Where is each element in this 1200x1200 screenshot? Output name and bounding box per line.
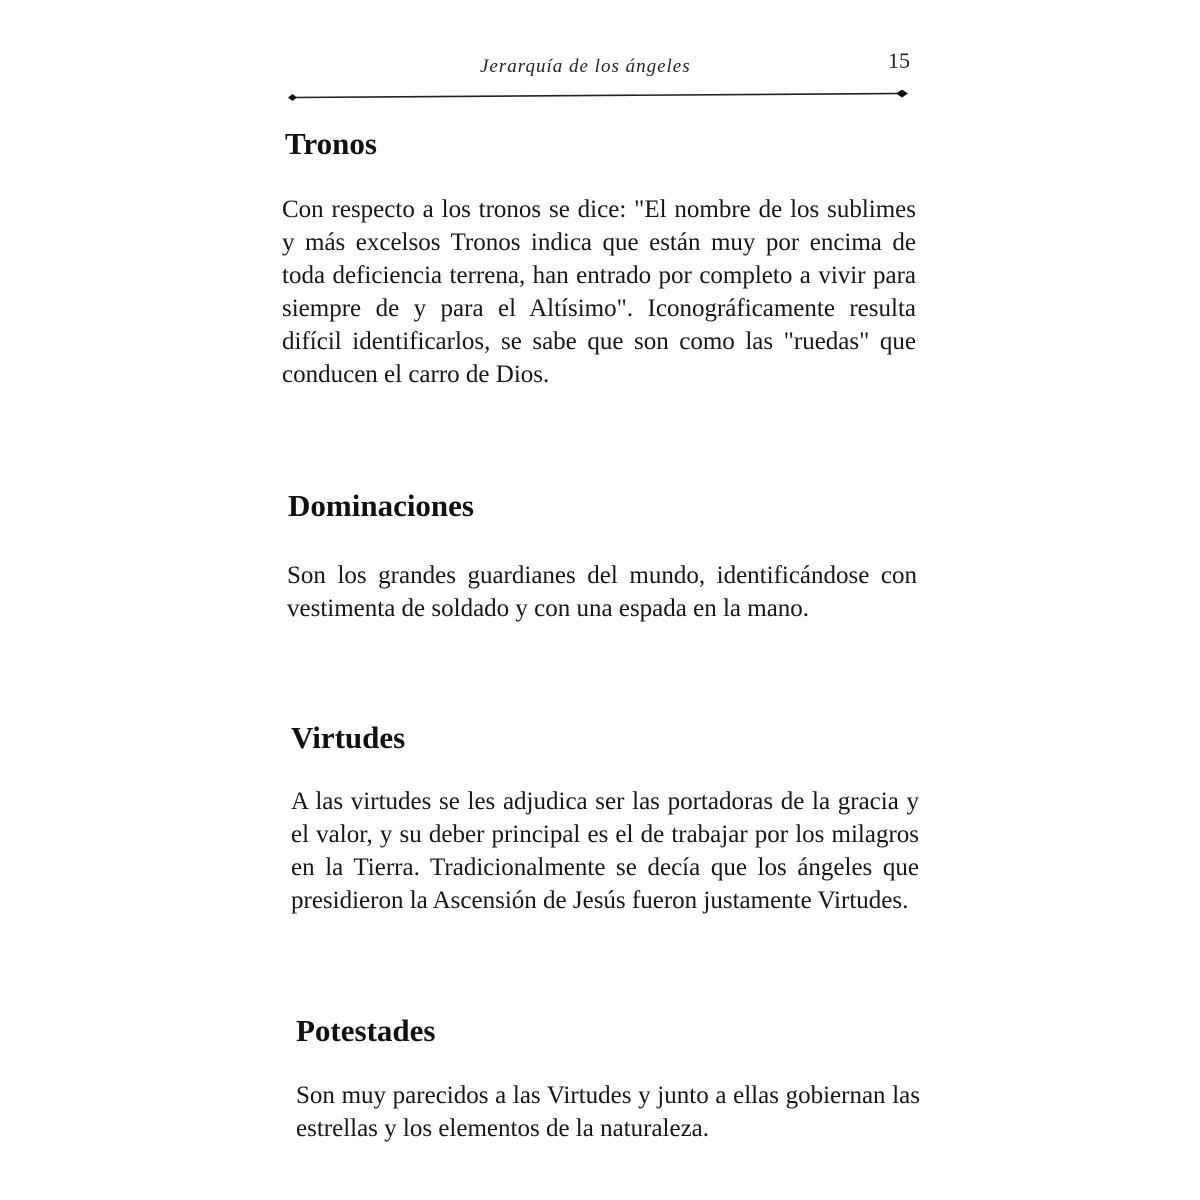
heading-potestades: Potestades xyxy=(296,1013,436,1048)
header-rule xyxy=(288,90,908,102)
running-head-title: Jerarquía de los ángeles xyxy=(480,56,691,77)
heading-dominaciones: Dominaciones xyxy=(288,488,474,523)
left-diamond-ornament xyxy=(288,94,297,101)
heading-virtudes: Virtudes xyxy=(291,720,406,755)
paragraph-potestades: Son muy parecidos a las Virtudes y junto a ellas gobiernan las estrellas y los elementos de la naturaleza. xyxy=(296,1082,920,1142)
paragraph-dominaciones: Son los grandes guardianes del mundo, identificándose con vestimenta de soldado y con una espada en la mano. xyxy=(287,562,917,622)
heading-tronos: Tronos xyxy=(285,126,377,161)
paragraph-virtudes: A las virtudes se les adjudica ser las portadoras de la gracia y el valor, y su deber principal es el de trabajar por los milagros en la Tierra. Tradicionalmente se decía que los ángeles que presidieron la Ascensión de Jesús fueron justamente Virtudes. xyxy=(291,788,919,914)
page-number: 15 xyxy=(888,48,910,73)
right-diamond-ornament xyxy=(896,90,908,98)
header-rule-line xyxy=(292,94,900,98)
paragraph-tronos: Con respecto a los tronos se dice: "El nombre de los sublimes y más excelsos Tronos indica que están muy por encima de toda deficiencia terrena, han entrado por completo a vivir para siempre de y para el Altísimo". Iconográficamente resulta difícil identificarlos, se sabe que son como las "ruedas" que conducen el carro de Dios. xyxy=(282,196,916,388)
